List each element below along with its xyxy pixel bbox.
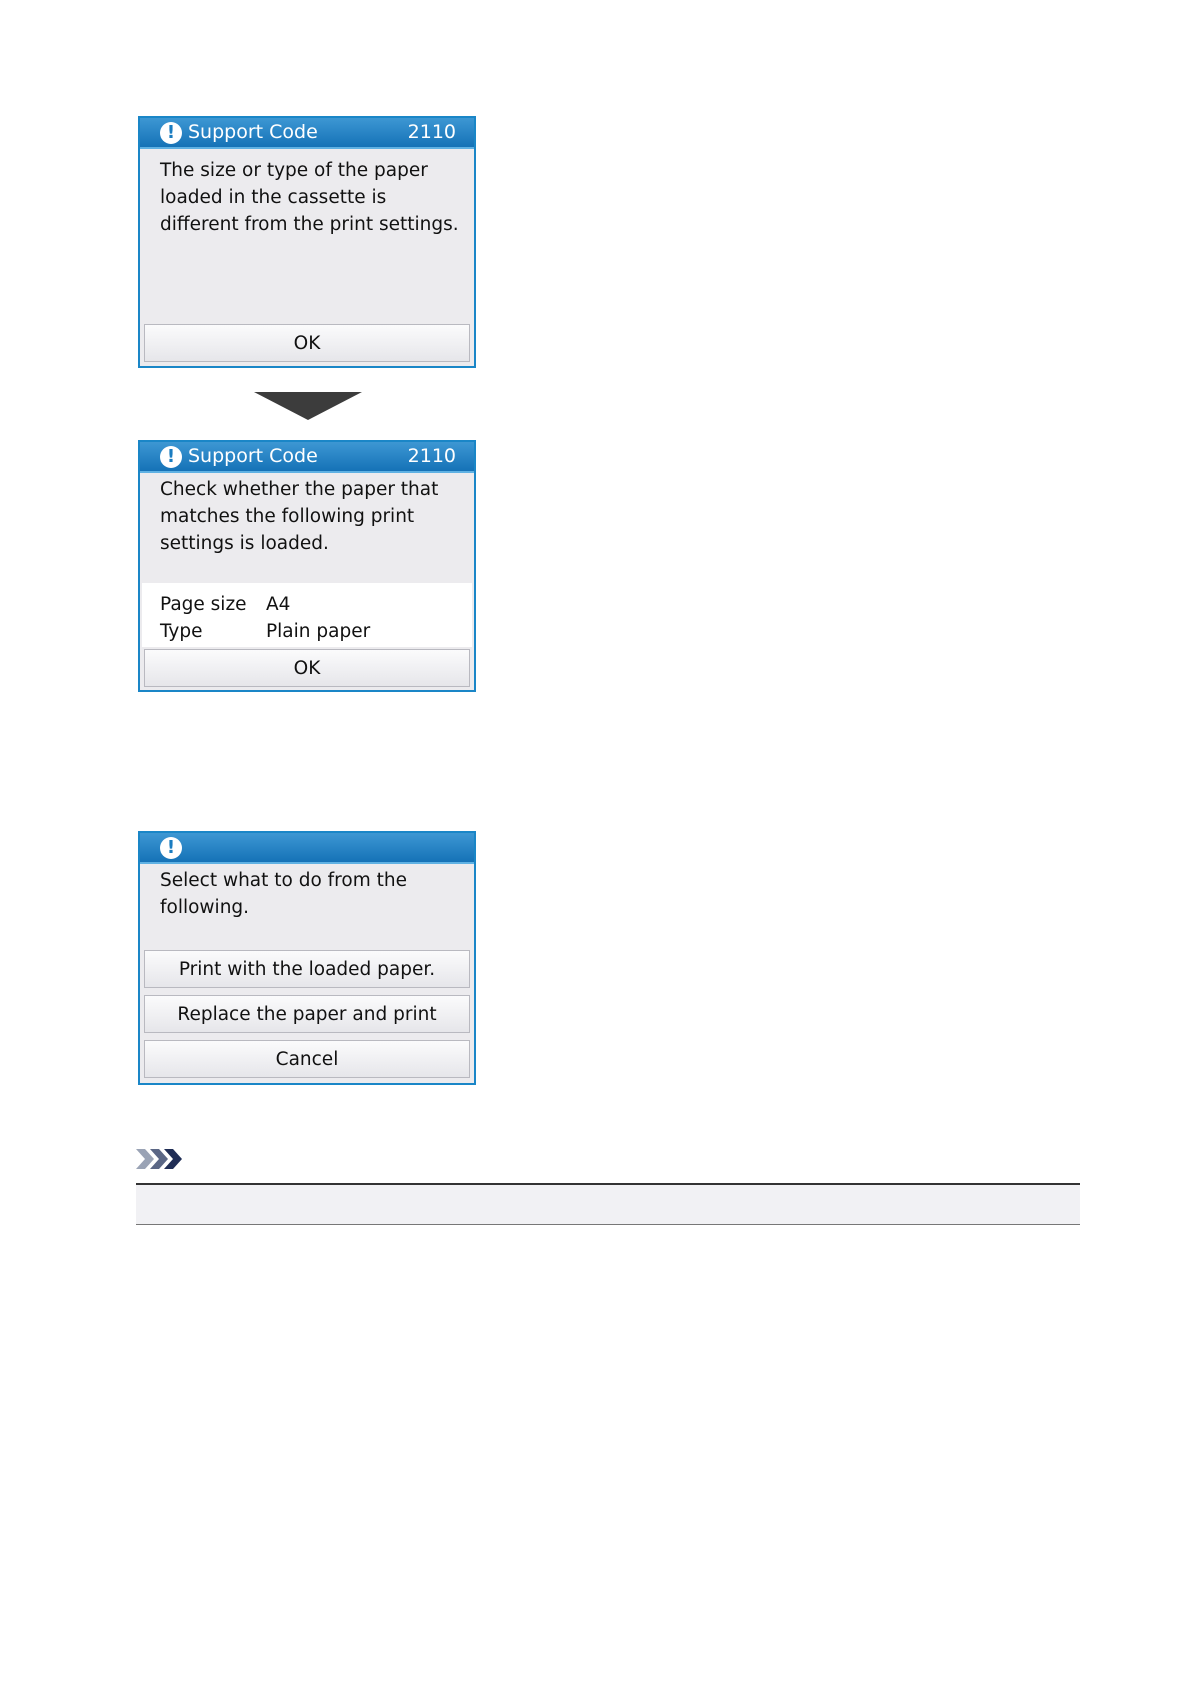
select-action-screen xyxy=(138,831,476,1085)
note-bar xyxy=(136,1183,1080,1225)
exclamation-circle-icon: ! xyxy=(160,837,182,859)
support-code-number: 2110 xyxy=(407,121,456,143)
ok-button[interactable]: OK xyxy=(144,324,470,362)
down-triangle-arrow-icon xyxy=(254,392,362,420)
page-size-label: Page size xyxy=(160,594,247,615)
type-label: Type xyxy=(160,621,203,642)
ok-button[interactable]: OK xyxy=(144,649,470,687)
support-code-number: 2110 xyxy=(407,445,456,467)
print-with-loaded-paper-button[interactable]: Print with the loaded paper. xyxy=(144,950,470,988)
exclamation-circle-icon: ! xyxy=(160,446,182,468)
screen-header xyxy=(140,118,474,149)
replace-paper-and-print-button[interactable]: Replace the paper and print xyxy=(144,995,470,1033)
error-message: The size or type of the paper loaded in the cassette is different from the print settings. xyxy=(160,160,459,235)
note-chevrons-icon xyxy=(136,1148,186,1170)
cancel-button[interactable]: Cancel xyxy=(144,1040,470,1078)
screen-header xyxy=(140,833,474,864)
check-message: Check whether the paper that matches the following print settings is loaded. xyxy=(160,479,439,554)
page-size-value: A4 xyxy=(266,594,291,615)
error-screen-paper-mismatch xyxy=(138,116,476,368)
exclamation-circle-icon: ! xyxy=(160,122,182,144)
error-screen-check-settings xyxy=(138,440,476,692)
header-title: Support Code xyxy=(188,121,318,143)
header-title: Support Code xyxy=(188,445,318,467)
print-settings-box xyxy=(142,583,472,647)
type-value: Plain paper xyxy=(266,621,371,642)
screen-header xyxy=(140,442,474,473)
select-message: Select what to do from the following. xyxy=(160,870,407,918)
